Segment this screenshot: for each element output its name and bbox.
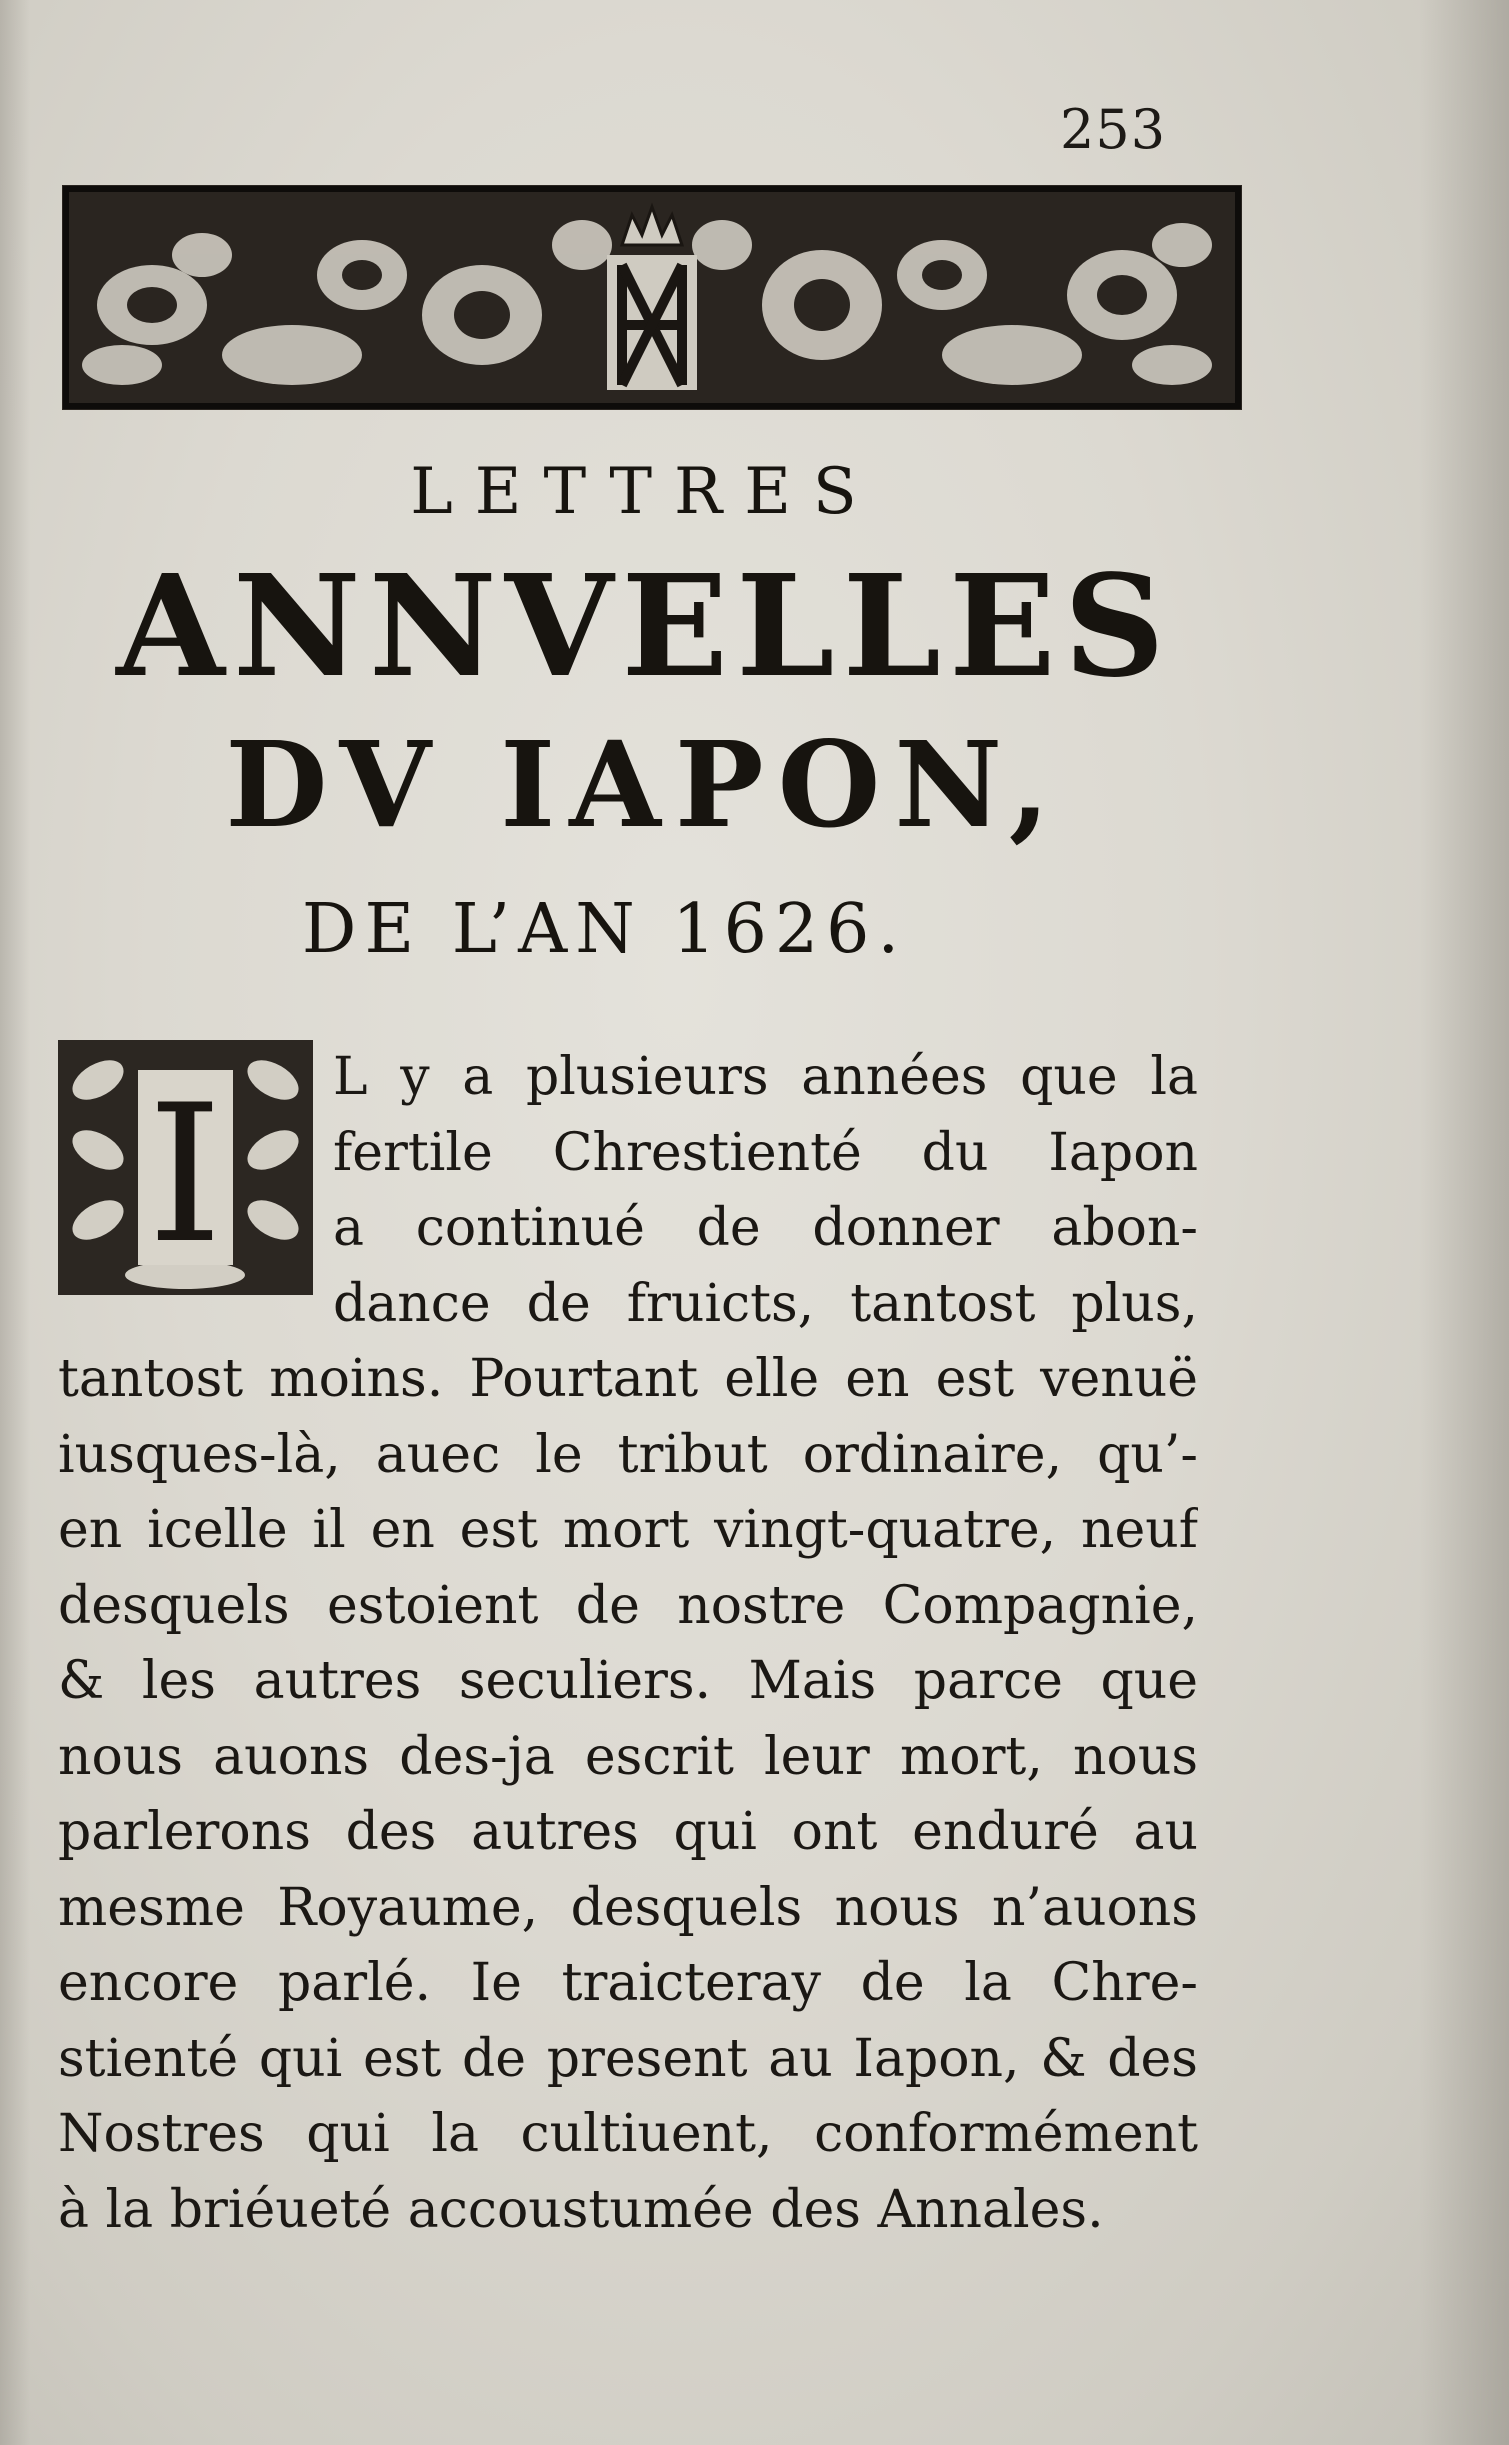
text-line: a continué de donner abon-	[333, 1198, 1198, 1258]
text-line: fertile Chrestienté du Iapon	[333, 1122, 1198, 1183]
text-line: Nostres qui la cultiuent, conformément	[58, 2104, 1198, 2164]
title-line-lettres: LETTRES	[410, 455, 879, 529]
text-line: nous auons des-ja escrit leur mort, nous	[58, 1726, 1198, 1787]
page-edge-shadow-left	[0, 0, 30, 2445]
text-line: tantost moins. Pourtant elle en est venuë	[58, 1349, 1198, 1409]
title-line-date: DE L’AN 1626.	[301, 890, 908, 969]
text-line: mesme Royaume, desquels nous n’auons	[58, 1877, 1198, 1938]
title-line-annvelles: ANNVELLES	[116, 545, 1173, 709]
text-line: en icelle il en est mort vingt-quatre, neuf	[58, 1500, 1198, 1560]
initial-spacer	[58, 1040, 333, 1340]
text-line: encore parlé. Ie traicteray de la Chre-	[58, 1953, 1198, 2013]
page-edge-shadow-right	[1419, 0, 1509, 2445]
text-line: iusques-là, auec le tribut ordinaire, qu’-	[58, 1424, 1198, 1485]
body-paragraph	[58, 1040, 1198, 2248]
text-line: & les autres seculiers. Mais parce que	[58, 1651, 1198, 1711]
text-line: L y a plusieurs années que la	[333, 1047, 1198, 1107]
text-line: parlerons des autres qui ont enduré au	[58, 1802, 1198, 1862]
page-number: 253	[1060, 98, 1167, 161]
text-line: dance de fruicts, tantost plus,	[333, 1273, 1198, 1334]
initial-letter-glyph: I	[147, 1064, 223, 1285]
text-line: stienté qui est de present au Iapon, & des	[58, 2028, 1198, 2089]
woodcut-headpiece-ornament	[62, 185, 1242, 410]
text-line: à la briéueté accoustumée des Annales.	[58, 2179, 1104, 2240]
title-line-dv-iapon: DV IAPON,	[225, 715, 1064, 854]
text-line: desquels estoient de nostre Compagnie,	[58, 1575, 1198, 1636]
